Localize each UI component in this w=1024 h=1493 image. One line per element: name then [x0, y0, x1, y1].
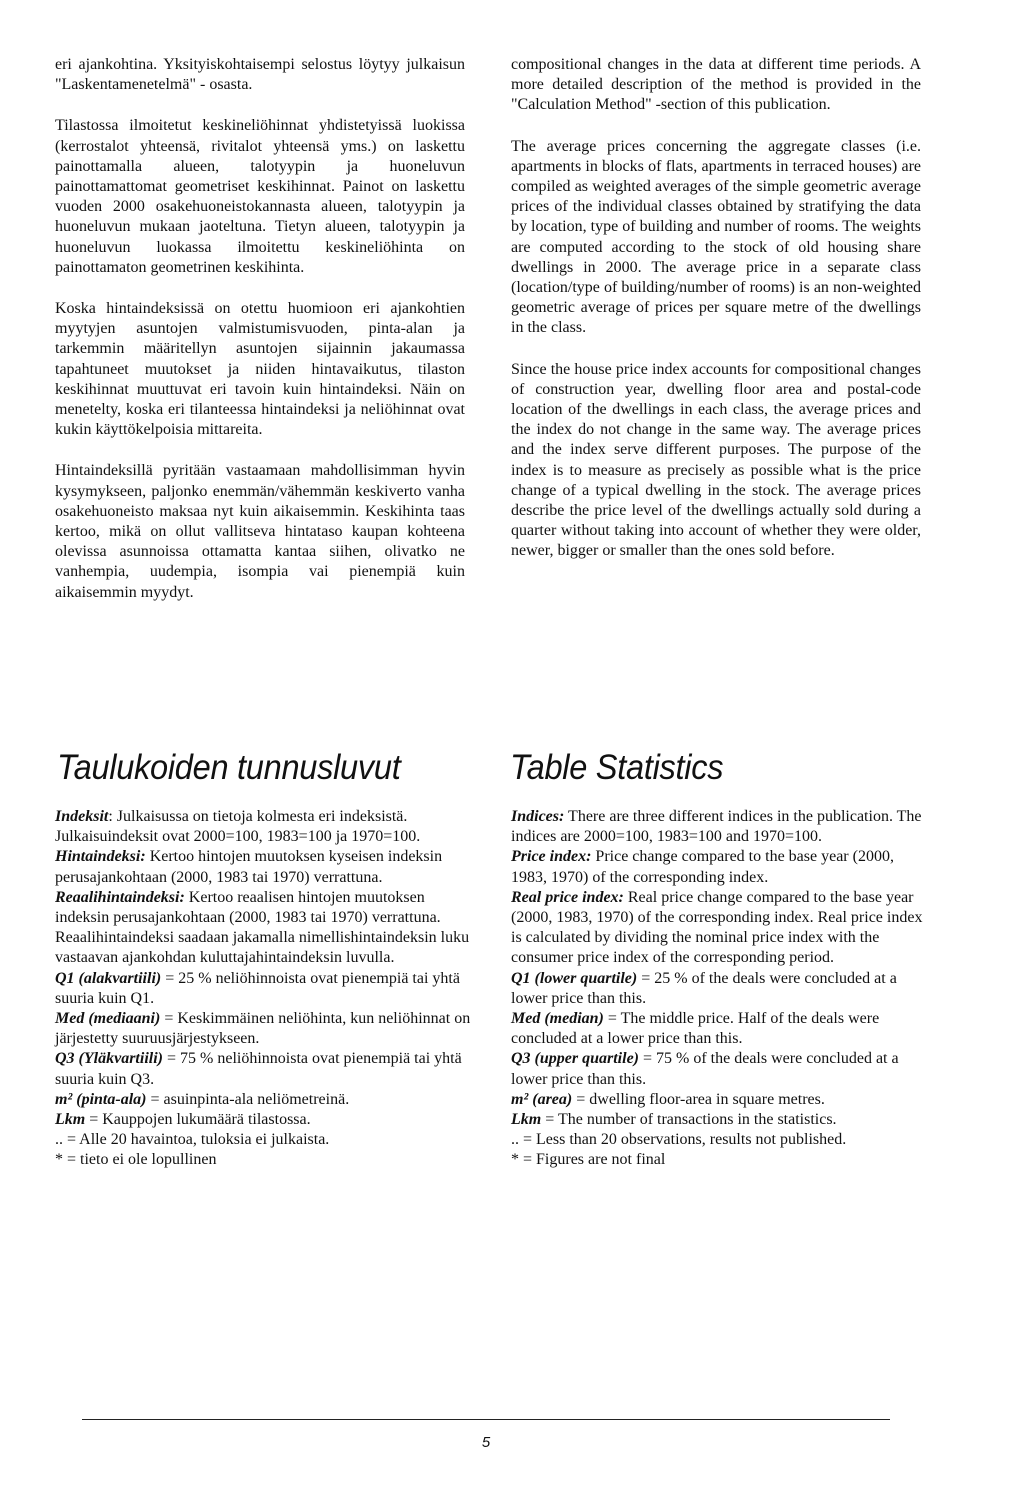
definition-text: = asuinpinta-ala neliömetreinä. [146, 1090, 350, 1108]
finnish-paragraph: Hintaindeksillä pyritään vastaamaan mahdollisimman hyvin kysymykseen, paljonko enemmän/vähemmän keskiverto vanha osakehuoneisto maksaa nyt kuin aikaisemmin. Keskihinta taas kertoo, mikä on ollut vallitseva hintataso kaupan kohteena olevissa asunnoissa ottamatta kantaa siihen, olivatko ne vanhempia, uudempia, isompia vai pienempiä kuin aikaisemmin myydyt. [55, 462, 465, 601]
definition-item [55, 969, 475, 1009]
definition-text: = The number of transactions in the statistics. [541, 1111, 837, 1129]
definition-item [511, 888, 931, 969]
footer-divider [82, 1419, 890, 1420]
definition-item [511, 1130, 931, 1150]
definition-item [55, 1130, 475, 1150]
definition-term: Med (mediaani) [55, 1010, 161, 1028]
definition-term: Q1 (alakvartiili) [55, 969, 162, 987]
definition-term: Lkm [55, 1111, 86, 1129]
definition-text: There are three different indices in the publication. The indices are 2000=100, 1983=100 and 1970=100. [511, 808, 922, 846]
finnish-paragraph: Koska hintaindeksissä on otettu huomioon eri ajankohtien myytyjen asuntojen valmistumisvuoden, pinta-alan ja tarkemmin määritellyn asuntojen sijainnin jakaumassa tapahtuneet muutokset ja niiden hintavaikutus, tilaston keskihinnat muuttuvat eri tavoin kuin hintaindeksi. Näin on menetelty, koska eri tilanteessa hintaindeksi ja neliöhinnat ovat kukin käyttökelpoisia mittareita. [55, 300, 465, 439]
definition-term: Q1 (lower quartile) [511, 969, 638, 987]
english-text-column [511, 55, 921, 583]
definition-item [511, 1150, 931, 1170]
definition-text: = 75 % of the deals were concluded at a lower price than this. [511, 1050, 899, 1088]
definition-item [511, 1049, 931, 1089]
definition-item [55, 888, 475, 969]
definition-item [55, 1110, 475, 1130]
definition-term: Indeksit [55, 808, 109, 825]
definition-item [511, 807, 931, 847]
definition-term: Indices: [511, 808, 565, 825]
definition-text: .. = Less than 20 observations, results not published. [511, 1131, 847, 1149]
finnish-paragraph: Tilastossa ilmoitetut keskineliöhinnat yhdistetyissä luokissa (kerrostalot yhteensä, rivitalot yhteensä yms.) on laskettu painottamalla alueen, talotyypin ja huoneluvun painottamattomat geometriset keskihinnat. Painot on laskettu vuoden 2000 osakehuoneistokannasta alueen, talotyypin ja huoneluvun mukaan jaoteltuna. Tietyn alueen, talotyypin ja huoneluvun luokassa ilmoitettu keskineliöhinta on painottamaton geometrinen keskihinta. [55, 117, 465, 276]
definition-text: = 25 % of the deals were concluded at a lower price than this. [511, 969, 897, 1007]
definition-term: Q3 (Yläkvartiili) [55, 1050, 163, 1068]
definition-text: Real price change compared to the base year (2000, 1983, 1970) of the corresponding index. Real price index is calculated by dividing the nominal price index with the consumer price index of the corresponding period. [511, 888, 923, 967]
definition-item [511, 969, 931, 1009]
page-number: 5 [481, 1434, 491, 1451]
definition-term: Q3 (upper quartile) [511, 1050, 639, 1068]
english-section-heading: Table Statistics [510, 748, 724, 787]
definition-text: Kertoo reaalisen hintojen muutoksen indeksin perusajankohtaan (2000, 1983 tai 1970) verrattuna. Reaalihintaindeksi saadaan jakamalla nimellishintaindeksin luku vastaavan ajankohdan kuluttajahintaindeksin luvulla. [55, 888, 470, 967]
finnish-definitions-list [55, 807, 475, 1171]
english-paragraph: Since the house price index accounts for compositional changes of construction year, dwelling floor area and postal-code location of the dwellings in each class, the average prices and the index do not change in the same way. The average prices and the index serve different purposes. The purpose of the index is to measure as precisely as possible what is the price change of a typical dwelling in the stock. The average prices describe the price level of the dwellings actually sold during a quarter without taking into account of whether they were older, newer, bigger or smaller than the ones sold before. [511, 360, 921, 560]
definition-text: Kertoo hintojen muutoksen kyseisen indeksin perusajankohtaan (2000, 1983 tai 1970) verrattuna. [55, 848, 443, 886]
definition-text: * = tieto ei ole lopullinen [55, 1151, 217, 1169]
definition-item [511, 1110, 931, 1130]
definition-term: Price index: [511, 848, 592, 866]
definition-text: = dwelling floor-area in square metres. [572, 1090, 825, 1108]
definition-term: m² (pinta-ala) [55, 1090, 147, 1108]
english-paragraph: The average prices concerning the aggregate classes (i.e. apartments in blocks of flats, apartments in terraced houses) are compiled as weighted averages of the simple geometric average prices of the individual classes obtained by stratifying the data by location, type of building and number of rooms. The weights are computed according to the stock of old housing share dwellings in 2000. The average price in a separate class (location/type of building/number of rooms) is an non-weighted geometric average of prices per square metre of the dwellings in the class. [511, 137, 921, 337]
finnish-text-column [55, 55, 465, 624]
definition-item [55, 807, 475, 847]
definition-item [55, 1009, 475, 1049]
english-paragraph: compositional changes in the data at different time periods. A more detailed description of the method is provided in the "Calculation Method" -section of this publication. [511, 56, 921, 114]
definition-text: * = Figures are not final [511, 1151, 666, 1169]
definition-term: m² (area) [511, 1090, 573, 1108]
finnish-paragraph: eri ajankohtina. Yksityiskohtaisempi selostus löytyy julkaisun "Laskentamenetelmä" - osasta. [55, 56, 465, 94]
definition-text: = The middle price. Half of the deals were concluded at a lower price than this. [511, 1010, 880, 1048]
definition-text: Price change compared to the base year (2000, 1983, 1970) of the corresponding index. [511, 848, 894, 886]
definition-text: = Kauppojen lukumäärä tilastossa. [85, 1111, 311, 1129]
definition-item [511, 847, 931, 887]
definition-term: Med (median) [511, 1010, 604, 1028]
definition-term: Hintaindeksi: [55, 848, 146, 866]
definition-text: .. = Alle 20 havaintoa, tuloksia ei julkaista. [55, 1131, 330, 1149]
definition-item [511, 1009, 931, 1049]
definition-item [55, 1150, 475, 1170]
definition-text: = Keskimmäinen neliöhinta, kun neliöhinnat on järjestetty suuruusjärjestykseen. [55, 1010, 471, 1048]
definition-term: Real price index: [511, 888, 624, 906]
definition-item [55, 1090, 475, 1110]
definition-item [55, 1049, 475, 1089]
definition-term: Reaalihintaindeksi: [55, 888, 185, 906]
definition-item [511, 1090, 931, 1110]
finnish-section-heading: Taulukoiden tunnusluvut [57, 748, 401, 787]
english-definitions-list [511, 807, 931, 1171]
definition-term: Lkm [511, 1111, 542, 1129]
definition-text: = 75 % neliöhinnoista ovat pienempiä tai yhtä suuria kuin Q3. [55, 1050, 462, 1088]
definition-text: = 25 % neliöhinnoista ovat pienempiä tai yhtä suuria kuin Q1. [55, 969, 460, 1007]
definition-item [55, 847, 475, 887]
definition-text: : Julkaisussa on tietoja kolmesta eri indeksistä. Julkaisuindeksit ovat 2000=100, 1983=100 ja 1970=100. [55, 808, 421, 846]
